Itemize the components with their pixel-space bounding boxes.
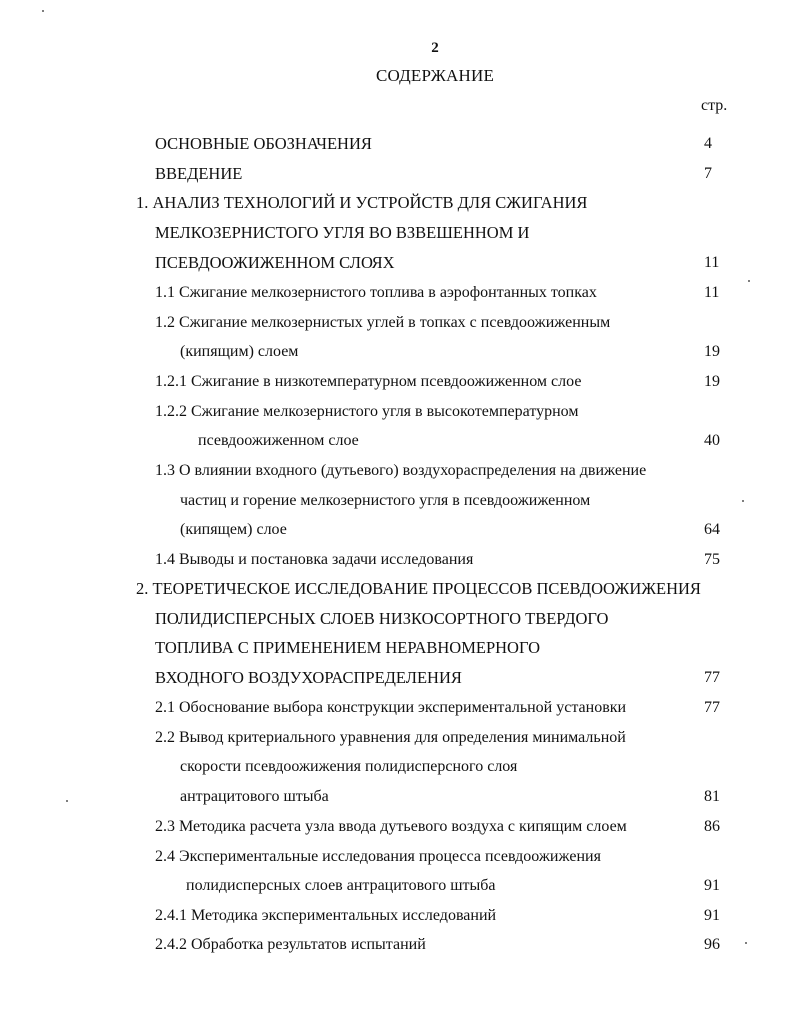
toc-entry-text: ВВЕДЕНИЕ xyxy=(155,164,243,183)
toc-entry-page: 7 xyxy=(704,165,712,182)
scan-speck xyxy=(748,280,750,282)
toc-entry-text: частиц и горение мелкозернистого угля в псевдоожиженном xyxy=(180,492,591,509)
toc-entry-text: псевдоожиженном слое xyxy=(198,432,359,449)
toc-entry-page: 81 xyxy=(704,788,720,805)
toc-entry-page: 11 xyxy=(704,284,720,301)
toc-entry-text: ПОЛИДИСПЕРСНЫХ СЛОЕВ НИЗКОСОРТНОГО ТВЕРДОГО xyxy=(155,609,609,628)
toc-entry-text: антрацитового штыба xyxy=(180,788,329,805)
toc-entry-text: ПСЕВДООЖИЖЕННОМ СЛОЯХ xyxy=(155,253,395,272)
scan-speck xyxy=(745,942,747,944)
scan-speck xyxy=(66,800,68,802)
toc-entry-page: 96 xyxy=(704,936,720,953)
toc-entry-text: 1.2 Сжигание мелкозернистых углей в топках с псевдоожиженным xyxy=(155,314,611,331)
toc-entry-text: 2.4 Экспериментальные исследования процесса псевдоожижения xyxy=(155,848,601,865)
toc-entry-text: 2.4.1 Методика экспериментальных исследований xyxy=(155,907,497,924)
toc-entry-text: МЕЛКОЗЕРНИСТОГО УГЛЯ ВО ВЗВЕШЕННОМ И xyxy=(155,223,530,242)
page-title: СОДЕРЖАНИЕ xyxy=(375,66,495,85)
page-column-label: стр. xyxy=(701,97,728,114)
toc-entry-text: 2.3 Методика расчета узла ввода дутьевого воздуха с кипящим слоем xyxy=(155,818,627,835)
toc-entry-text: 2. ТЕОРЕТИЧЕСКОЕ ИССЛЕДОВАНИЕ ПРОЦЕССОВ ПСЕВДООЖИЖЕНИЯ xyxy=(136,579,701,598)
toc-entry-text: (кипящим) слоем xyxy=(180,343,299,360)
page-number: 2 xyxy=(431,40,439,56)
scan-speck xyxy=(742,500,744,502)
toc-entry-text: (кипящем) слое xyxy=(180,521,287,538)
toc-entry-page: 40 xyxy=(704,432,720,449)
toc-entry-page: 19 xyxy=(704,373,720,390)
scan-speck xyxy=(42,10,44,12)
toc-entry-text: 1.4 Выводы и постановка задачи исследования xyxy=(155,551,474,568)
toc-entry-text: 1.1 Сжигание мелкозернистого топлива в аэрофонтанных топках xyxy=(155,284,597,301)
toc-entry-page: 91 xyxy=(704,877,720,894)
toc-entry-text: ОСНОВНЫЕ ОБОЗНАЧЕНИЯ xyxy=(155,134,372,153)
toc-entry-text: 2.4.2 Обработка результатов испытаний xyxy=(155,936,426,953)
toc-entry-text: 1.3 О влиянии входного (дутьевого) воздухораспределения на движение xyxy=(155,462,647,479)
toc-entry-text: 2.2 Вывод критериального уравнения для определения минимальной xyxy=(155,729,626,746)
toc-entry-page: 86 xyxy=(704,818,720,835)
toc-entry-page: 75 xyxy=(704,551,720,568)
toc-entry-page: 64 xyxy=(704,521,720,538)
toc-entry-page: 19 xyxy=(704,343,720,360)
toc-entry-text: полидисперсных слоев антрацитового штыба xyxy=(186,877,496,894)
toc-entry-text: 2.1 Обоснование выбора конструкции экспериментальной установки xyxy=(155,699,627,716)
toc-entry-text: 1.2.1 Сжигание в низкотемпературном псевдоожиженном слое xyxy=(155,373,582,390)
toc-entry-page: 77 xyxy=(704,669,720,686)
toc-entry-text: 1.2.2 Сжигание мелкозернистого угля в высокотемпературном xyxy=(155,403,579,420)
toc-entry-page: 4 xyxy=(704,135,712,152)
toc-entry-page: 91 xyxy=(704,907,720,924)
toc-entry-text: ТОПЛИВА С ПРИМЕНЕНИЕМ НЕРАВНОМЕРНОГО xyxy=(155,638,541,657)
toc-entry-page: 77 xyxy=(704,699,720,716)
toc-entry-page: 11 xyxy=(704,254,720,271)
toc-entry-text: ВХОДНОГО ВОЗДУХОРАСПРЕДЕЛЕНИЯ xyxy=(155,668,462,687)
toc-entry-text: скорости псевдоожижения полидисперсного слоя xyxy=(180,758,518,775)
toc-entry-text: 1. АНАЛИЗ ТЕХНОЛОГИЙ И УСТРОЙСТВ ДЛЯ СЖИГАНИЯ xyxy=(136,193,588,212)
